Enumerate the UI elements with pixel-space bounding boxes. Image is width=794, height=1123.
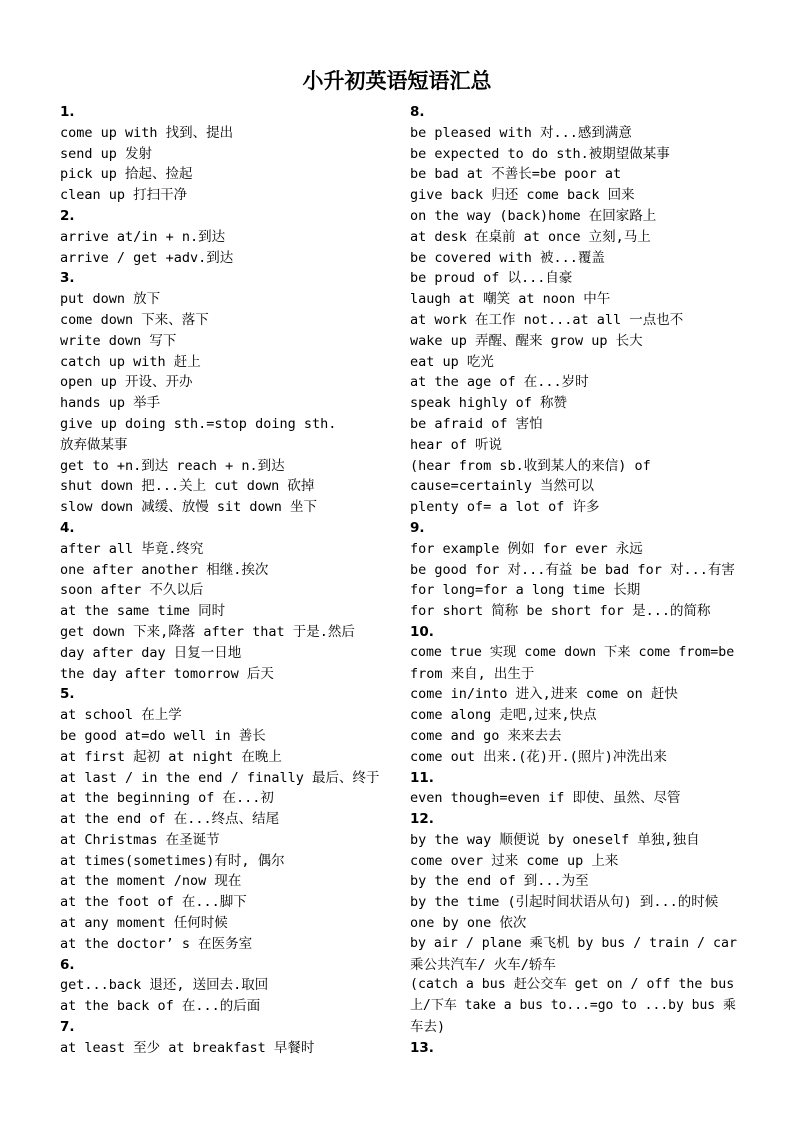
phrase-line: for long=for a long time 长期 [410,582,641,599]
phrase-line: day after day 日复一日地 [60,644,242,661]
phrase-line: by the time (引起时间状语从句) 到...的时候 [410,894,719,911]
phrase-line: be bad at 不善长=be poor at [410,166,622,183]
phrase-line: be good at=do well in 善长 [60,727,266,744]
phrase-line: 乘公共汽车/ 火车/轿车 [410,956,556,973]
left-column [60,102,395,1059]
phrase-line: arrive at/in + n.到达 [60,228,226,245]
phrase-line: be expected to do sth.被期望做某事 [410,145,670,162]
phrase-line: cause=certainly 当然可以 [410,478,595,495]
phrase-line: 放弃做某事 [60,436,128,453]
phrase-line: wake up 弄醒、醒来 grow up 长大 [410,332,643,349]
phrase-line: (hear from sb.收到某人的来信) of [410,457,651,474]
phrase-line: laugh at 嘲笑 at noon 中午 [410,291,611,308]
phrase-line: at last / in the end / finally 最后、终于 [60,769,380,786]
phrase-line: come and go 来来去去 [410,727,562,744]
phrase-line: put down 放下 [60,291,161,308]
phrase-line: clean up 打扫干净 [60,187,188,204]
phrase-line: be proud of 以...自豪 [410,270,573,287]
phrase-line: be good for 对...有益 be bad for 对...有害 [410,561,735,578]
phrase-line: arrive / get +adv.到达 [60,249,234,266]
phrase-line: come up with 找到、提出 [60,124,234,141]
phrase-line: come out 出来.(花)开.(照片)冲洗出来 [410,748,667,765]
phrase-line: open up 开设、开办 [60,374,193,391]
phrase-line: plenty of= a lot of 许多 [410,499,600,516]
phrase-line: one by one 依次 [410,915,527,932]
phrase-line: get to +n.到达 reach + n.到达 [60,457,285,474]
section-number: 2. [60,207,75,224]
phrase-line: hear of 听说 [410,436,503,453]
right-column [410,102,738,1059]
phrase-line: by air / plane 乘飞机 by bus / train / car [410,935,737,951]
phrase-line: by the end of 到...为至 [410,873,589,890]
page-title: 小升初英语短语汇总 [302,69,492,93]
phrase-line: write down 写下 [60,332,177,349]
phrase-line: get down 下来,降落 after that 于是.然后 [60,623,355,640]
phrase-line: 上/下车 take a bus to...=go to ...by bus 乘 [410,998,736,1014]
section-number: 5. [60,686,75,703]
section-number: 10. [410,623,434,640]
phrase-line: at times(sometimes)有时, 偶尔 [60,852,285,869]
phrase-line: 车去) [410,1019,446,1036]
phrase-line: catch up with 赶上 [60,353,201,370]
phrase-line: shut down 把...关上 cut down 砍掉 [60,478,315,495]
phrase-line: for example 例如 for ever 永远 [410,540,643,557]
phrase-line: at least 至少 at breakfast 早餐时 [60,1039,315,1056]
phrase-line: (catch a bus 赶公交车 get on / off the bus [410,977,735,993]
phrase-line: give back 归还 come back 回来 [410,187,635,204]
phrase-line: give up doing sth.=stop doing sth. [60,415,337,432]
phrase-line: at the beginning of 在...初 [60,790,274,807]
phrase-line: come along 走吧,过来,快点 [410,707,597,724]
phrase-line: from 来自, 出生于 [410,665,535,682]
phrase-line: pick up 拾起、捡起 [60,166,193,183]
phrase-line: at the back of 在...的后面 [60,998,261,1015]
section-number: 7. [60,1019,75,1036]
phrase-line: after all 毕竟.终究 [60,540,204,557]
phrase-line: come in/into 进入,进来 come on 赶快 [410,686,678,703]
phrase-line: hands up 举手 [60,395,161,412]
phrase-line: at any moment 任何时候 [60,915,228,932]
phrase-line: at the foot of 在...脚下 [60,894,247,911]
phrase-line: at school 在上学 [60,707,182,724]
phrase-line: at work 在工作 not...at all 一点也不 [410,311,684,328]
phrase-line: one after another 相继.挨次 [60,561,269,578]
phrase-line: even though=even if 即使、虽然、尽管 [410,790,681,807]
section-number: 6. [60,956,75,973]
section-number: 3. [60,270,75,287]
phrase-line: at the same time 同时 [60,603,226,620]
section-number: 12. [410,811,434,828]
section-number: 1. [60,104,75,120]
phrase-line: at the moment /now 现在 [60,873,242,890]
phrase-line: be covered with 被...覆盖 [410,249,605,266]
section-number: 13. [410,1039,434,1056]
section-number: 9. [410,519,425,536]
phrase-line: slow down 减缓、放慢 sit down 坐下 [60,499,318,516]
phrase-line: soon after 不久以后 [60,582,204,599]
phrase-line: be afraid of 害怕 [410,415,543,432]
phrase-line: at Christmas 在圣诞节 [60,831,220,848]
phrase-line: come down 下来、落下 [60,311,209,328]
section-number: 11. [410,769,434,786]
phrase-line: the day after tomorrow 后天 [60,665,274,682]
phrase-line: get...back 退还, 送回去.取回 [60,977,269,994]
phrase-line: at the doctor’ s 在医务室 [60,935,253,952]
phrase-line: speak highly of 称赞 [410,395,568,412]
phrase-line: on the way (back)home 在回家路上 [410,207,657,224]
phrase-line: eat up 吃光 [410,353,494,370]
phrase-line: send up 发射 [60,145,153,162]
section-number: 4. [60,519,75,536]
phrase-line: for short 简称 be short for 是...的简称 [410,603,711,620]
phrase-line: at the age of 在...岁时 [410,374,589,391]
phrase-line: by the way 顺便说 by oneself 单独,独自 [410,831,700,848]
phrase-line: come over 过来 come up 上来 [410,852,619,869]
section-number: 8. [410,104,425,120]
phrase-line: at desk 在桌前 at once 立刻,马上 [410,228,651,245]
phrase-line: at first 起初 at night 在晚上 [60,748,282,765]
phrase-line: at the end of 在...终点、结尾 [60,811,280,828]
phrase-line: come true 实现 come down 下来 come from=be [410,644,735,660]
phrase-line: be pleased with 对...感到满意 [410,124,632,141]
